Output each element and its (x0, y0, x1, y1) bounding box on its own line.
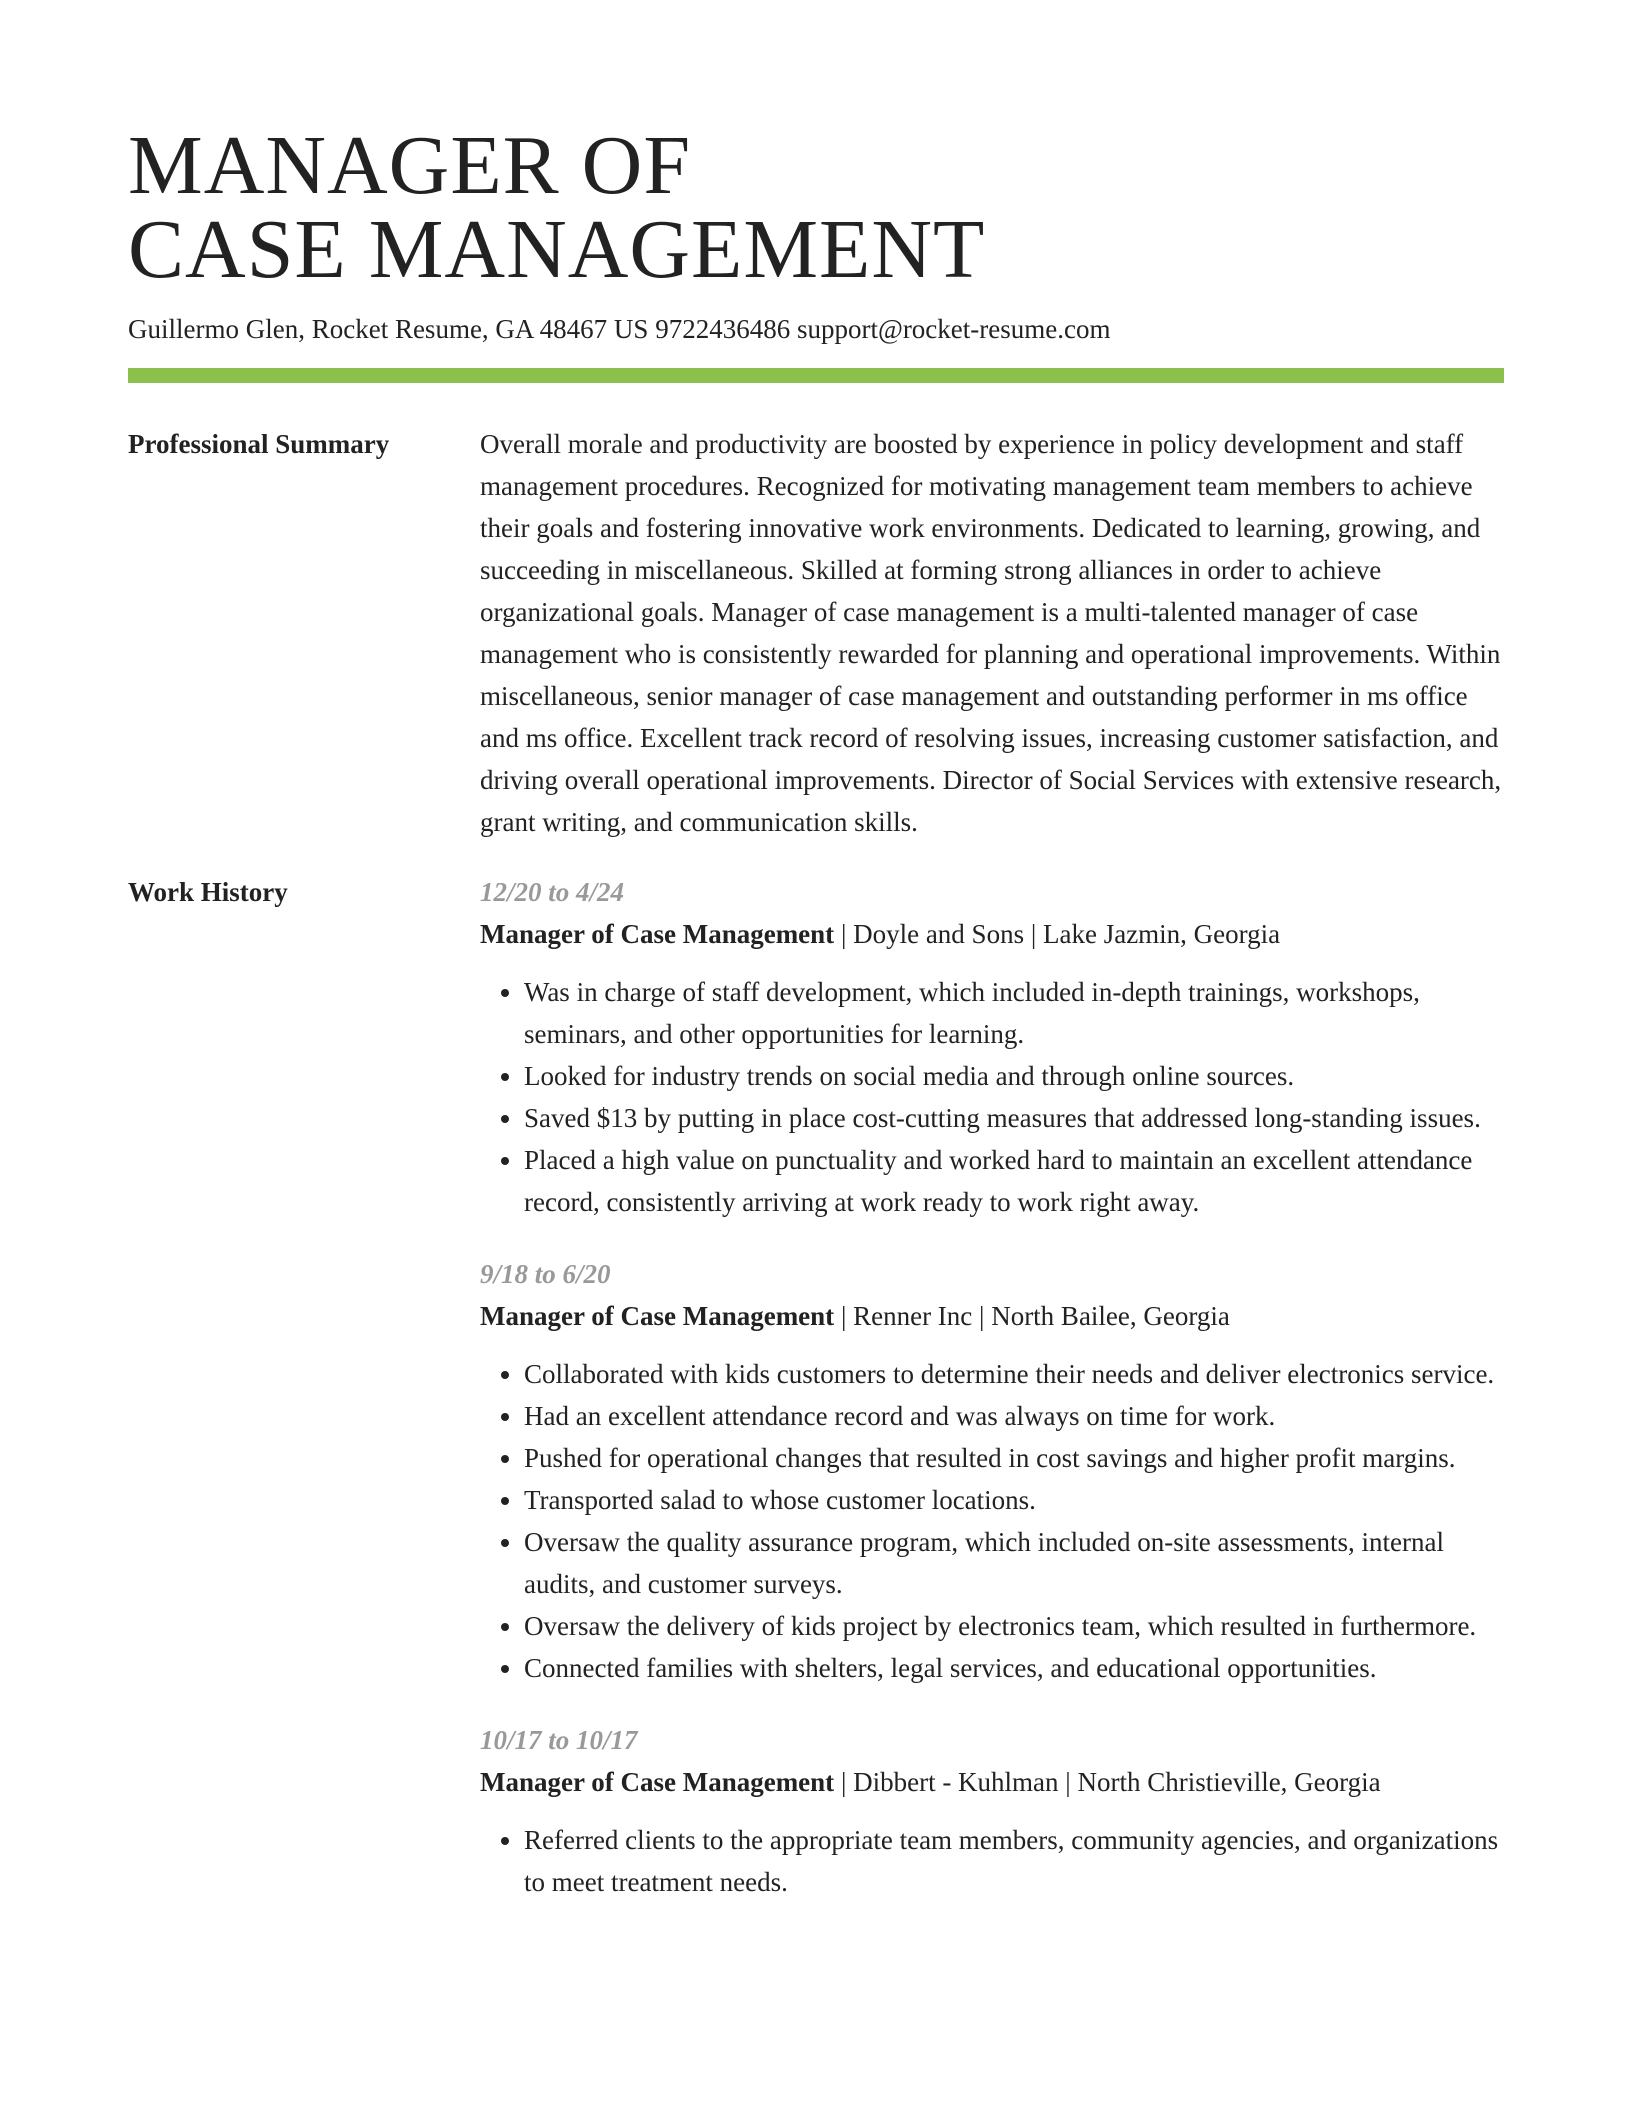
title-line-2: CASE MANAGEMENT (128, 203, 986, 296)
job-dates: 10/17 to 10/17 (480, 1725, 638, 1755)
job-bullet: • Connected families with shelters, legal services, and educational opportunities. (524, 1647, 1504, 1689)
job-bullet-list (480, 1819, 1504, 1903)
job-bullet: • Oversaw the quality assurance program, which included on-site assessments, internal audits, and customer surveys. (524, 1521, 1504, 1605)
job-company-location: | Dibbert - Kuhlman | North Christieville, Georgia (834, 1767, 1381, 1797)
title-line-1: MANAGER OF (128, 119, 692, 212)
job-bullet: • Had an excellent attendance record and was always on time for work. (524, 1395, 1504, 1437)
job-bullet: • Oversaw the delivery of kids project by electronics team, which resulted in furthermore. (524, 1605, 1504, 1647)
resume-page (128, 0, 1504, 1933)
job-company-location: | Renner Inc | North Bailee, Georgia (834, 1301, 1230, 1331)
job-title: Manager of Case Management (480, 1767, 835, 1797)
job-bullet: • Collaborated with kids customers to determine their needs and deliver electronics service. (524, 1353, 1504, 1395)
job-company-location: | Doyle and Sons | Lake Jazmin, Georgia (834, 919, 1281, 949)
job-bullet: • Pushed for operational changes that resulted in cost savings and higher profit margins. (524, 1437, 1504, 1479)
job-bullet: • Looked for industry trends on social media and through online sources. (524, 1055, 1504, 1097)
job-title: Manager of Case Management (480, 919, 835, 949)
job-heading (480, 913, 1504, 955)
summary-section (128, 431, 1504, 843)
job-bullet: • Was in charge of staff development, which included in-depth trainings, workshops, seminars, and other opportunities for learning. (524, 971, 1504, 1055)
job-dates: 9/18 to 6/20 (480, 1259, 611, 1289)
summary-body (480, 423, 1504, 843)
job-bullet: • Placed a high value on punctuality and worked hard to maintain an excellent attendance record, consistently arriving at work ready to work right away. (524, 1139, 1504, 1223)
work-history-label: Work History (128, 877, 288, 907)
job-heading (480, 1761, 1504, 1803)
job-entry (480, 1253, 1504, 1689)
job-bullet: • Saved $13 by putting in place cost-cutting measures that addressed long-standing issues. (524, 1097, 1504, 1139)
job-heading (480, 1295, 1504, 1337)
job-title: Manager of Case Management (480, 1301, 835, 1331)
work-history-section (128, 879, 1504, 1933)
summary-label: Professional Summary (128, 429, 390, 459)
contact-line: Guillermo Glen, Rocket Resume, GA 48467 US 9722436486 support@rocket-resume.com (128, 314, 1111, 344)
work-history-body (480, 871, 1504, 1933)
job-bullet: • Referred clients to the appropriate team members, community agencies, and organizations to meet treatment needs. (524, 1819, 1504, 1903)
job-entry (480, 1719, 1504, 1903)
job-entry (480, 871, 1504, 1223)
job-bullet: • Transported salad to whose customer locations. (524, 1479, 1504, 1521)
job-dates: 12/20 to 4/24 (480, 877, 625, 907)
accent-divider (128, 368, 1504, 383)
job-bullet-list (480, 1353, 1504, 1689)
resume-title (128, 0, 1504, 296)
summary-text: Overall morale and productivity are boosted by experience in policy development and staff management procedures. Recognized for motivating management team members to achieve their goals and fostering innovative work environments. Dedicated to learning, growing, and succeeding in miscellaneous. Skilled at forming strong alliances in order to achieve organizational goals. Manager of case management is a multi-talented manager of case management who is consistently rewarded for planning and operational improvements. Within miscellaneous, senior manager of case management and outstanding performer in ms office and ms office. Excellent track record of resolving issues, increasing customer satisfaction, and driving overall operational improvements. Director of Social Services with extensive research, grant writing, and communication skills. (480, 429, 1502, 837)
job-bullet-list (480, 971, 1504, 1223)
